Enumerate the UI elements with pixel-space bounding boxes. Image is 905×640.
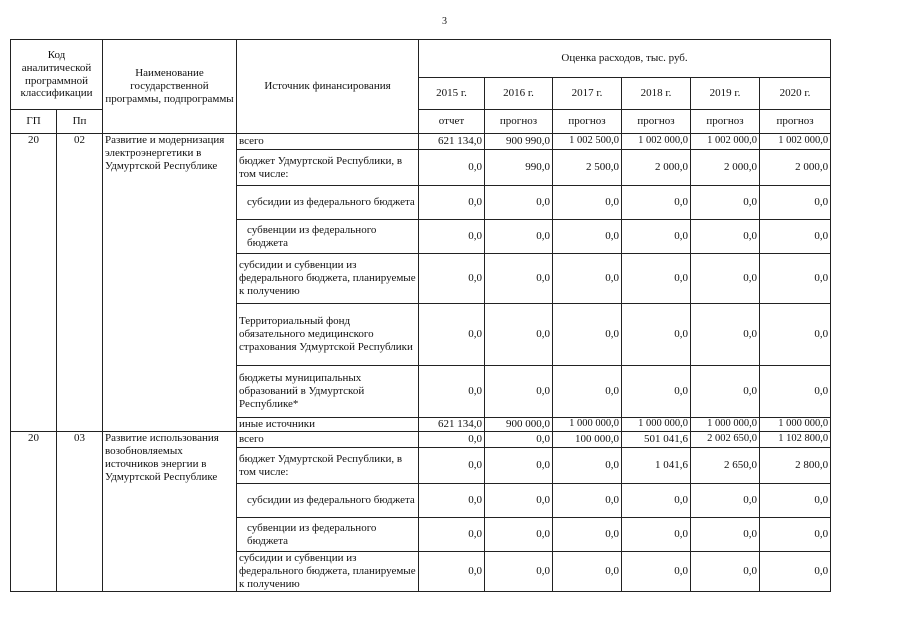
expense-value: 2 650,0	[691, 448, 760, 484]
expense-value: 0,0	[691, 518, 760, 552]
expense-value: 0,0	[485, 366, 553, 418]
expense-value: 900 990,0	[485, 134, 553, 150]
expense-value: 1 002 000,0	[760, 134, 831, 150]
gp-header: ГП	[11, 110, 57, 134]
funding-source: субвенции из федерального бюджета	[237, 518, 419, 552]
funding-source: бюджет Удмуртской Республики, в том числе:	[237, 448, 419, 484]
status-header: отчет	[419, 110, 485, 134]
expense-value: 0,0	[691, 220, 760, 254]
expense-value: 621 134,0	[419, 134, 485, 150]
expense-value: 0,0	[553, 518, 622, 552]
expense-value: 621 134,0	[419, 418, 485, 432]
subprogram-name: Развитие использования возобновляемых источников энергии в Удмуртской Республике	[103, 432, 237, 592]
page-number: 3	[442, 16, 447, 27]
expense-value: 0,0	[691, 366, 760, 418]
expense-value: 0,0	[553, 448, 622, 484]
expense-value: 0,0	[485, 186, 553, 220]
year-header: 2019 г.	[691, 78, 760, 110]
expense-value: 0,0	[553, 552, 622, 592]
expense-value: 0,0	[622, 304, 691, 366]
year-header: 2016 г.	[485, 78, 553, 110]
year-header: 2018 г.	[622, 78, 691, 110]
expense-value: 1 002 500,0	[553, 134, 622, 150]
expense-value: 0,0	[419, 552, 485, 592]
expense-value: 0,0	[419, 186, 485, 220]
expense-value: 0,0	[485, 484, 553, 518]
source-header: Источник финансирования	[237, 40, 419, 134]
expense-value: 2 500,0	[553, 150, 622, 186]
expense-value: 0,0	[485, 448, 553, 484]
status-header: прогноз	[691, 110, 760, 134]
expense-value: 0,0	[760, 484, 831, 518]
expense-value: 1 000 000,0	[691, 418, 760, 432]
expense-value: 0,0	[419, 484, 485, 518]
funding-source: субсидии из федерального бюджета	[237, 484, 419, 518]
expense-value: 0,0	[419, 254, 485, 304]
expense-value: 0,0	[485, 432, 553, 448]
table-row	[11, 134, 831, 150]
expense-value: 2 800,0	[760, 448, 831, 484]
expense-value: 0,0	[419, 518, 485, 552]
expense-value: 2 002 650,0	[691, 432, 760, 448]
expense-value: 0,0	[553, 186, 622, 220]
expense-value: 0,0	[760, 366, 831, 418]
expense-value: 0,0	[485, 552, 553, 592]
funding-source: всего	[237, 134, 419, 150]
expense-value: 1 000 000,0	[622, 418, 691, 432]
expense-value: 0,0	[485, 304, 553, 366]
funding-source: субсидии и субвенции из федерального бюджета, планируемые к получению	[237, 552, 419, 592]
expense-value: 0,0	[419, 150, 485, 186]
expense-value: 0,0	[622, 220, 691, 254]
funding-source: иные источники	[237, 418, 419, 432]
status-header: прогноз	[553, 110, 622, 134]
funding-source: Территориальный фонд обязательного медицинского страхования Удмуртской Республики	[237, 304, 419, 366]
expense-value: 1 002 000,0	[622, 134, 691, 150]
expense-value: 0,0	[691, 186, 760, 220]
expense-value: 0,0	[622, 484, 691, 518]
estimate-header: Оценка расходов, тыс. руб.	[419, 40, 831, 78]
expense-value: 2 000,0	[760, 150, 831, 186]
expense-value: 0,0	[419, 220, 485, 254]
expense-value: 0,0	[760, 304, 831, 366]
expense-value: 0,0	[622, 518, 691, 552]
pp-header: Пп	[57, 110, 103, 134]
code-header: Код аналитической программной классификации	[11, 40, 103, 110]
expense-value: 0,0	[419, 448, 485, 484]
expense-value: 0,0	[419, 304, 485, 366]
year-header: 2017 г.	[553, 78, 622, 110]
expense-value: 0,0	[622, 186, 691, 220]
expense-value: 0,0	[760, 552, 831, 592]
expense-value: 0,0	[760, 220, 831, 254]
expense-value: 2 000,0	[691, 150, 760, 186]
expense-value: 0,0	[553, 484, 622, 518]
expense-value: 0,0	[691, 304, 760, 366]
expense-value: 0,0	[485, 220, 553, 254]
expense-value: 0,0	[760, 518, 831, 552]
expense-value: 1 002 000,0	[691, 134, 760, 150]
status-header: прогноз	[760, 110, 831, 134]
funding-source: субсидии из федерального бюджета	[237, 186, 419, 220]
name-header: Наименование государственной программы, подпрограммы	[103, 40, 237, 134]
expense-value: 0,0	[485, 518, 553, 552]
funding-source: субсидии и субвенции из федерального бюджета, планируемые к получению	[237, 254, 419, 304]
expense-value: 0,0	[622, 254, 691, 304]
status-header: прогноз	[622, 110, 691, 134]
expense-value: 0,0	[622, 366, 691, 418]
expense-value: 0,0	[760, 186, 831, 220]
expense-value: 0,0	[553, 220, 622, 254]
expense-value: 0,0	[419, 432, 485, 448]
expense-value: 0,0	[691, 552, 760, 592]
expense-value: 900 000,0	[485, 418, 553, 432]
expense-value: 0,0	[553, 254, 622, 304]
budget-table	[10, 39, 831, 592]
subprogram-name: Развитие и модернизация электроэнергетики в Удмуртской Республике	[103, 134, 237, 432]
gp-code: 20	[11, 134, 57, 432]
expense-value: 0,0	[622, 552, 691, 592]
expense-value: 0,0	[485, 254, 553, 304]
expense-value: 501 041,6	[622, 432, 691, 448]
expense-value: 100 000,0	[553, 432, 622, 448]
gp-code: 20	[11, 432, 57, 592]
expense-value: 1 041,6	[622, 448, 691, 484]
funding-source: бюджет Удмуртской Республики, в том числе:	[237, 150, 419, 186]
funding-source: бюджеты муниципальных образований в Удмуртской Республике*	[237, 366, 419, 418]
expense-value: 1 102 800,0	[760, 432, 831, 448]
table-row	[11, 432, 831, 448]
funding-source: всего	[237, 432, 419, 448]
expense-value: 0,0	[691, 254, 760, 304]
pp-code: 03	[57, 432, 103, 592]
status-header: прогноз	[485, 110, 553, 134]
expense-value: 0,0	[553, 366, 622, 418]
funding-source: субвенции из федерального бюджета	[237, 220, 419, 254]
pp-code: 02	[57, 134, 103, 432]
expense-value: 990,0	[485, 150, 553, 186]
expense-value: 0,0	[553, 304, 622, 366]
year-header: 2015 г.	[419, 78, 485, 110]
expense-value: 1 000 000,0	[553, 418, 622, 432]
expense-value: 1 000 000,0	[760, 418, 831, 432]
expense-value: 2 000,0	[622, 150, 691, 186]
year-header: 2020 г.	[760, 78, 831, 110]
expense-value: 0,0	[691, 484, 760, 518]
expense-value: 0,0	[760, 254, 831, 304]
expense-value: 0,0	[419, 366, 485, 418]
